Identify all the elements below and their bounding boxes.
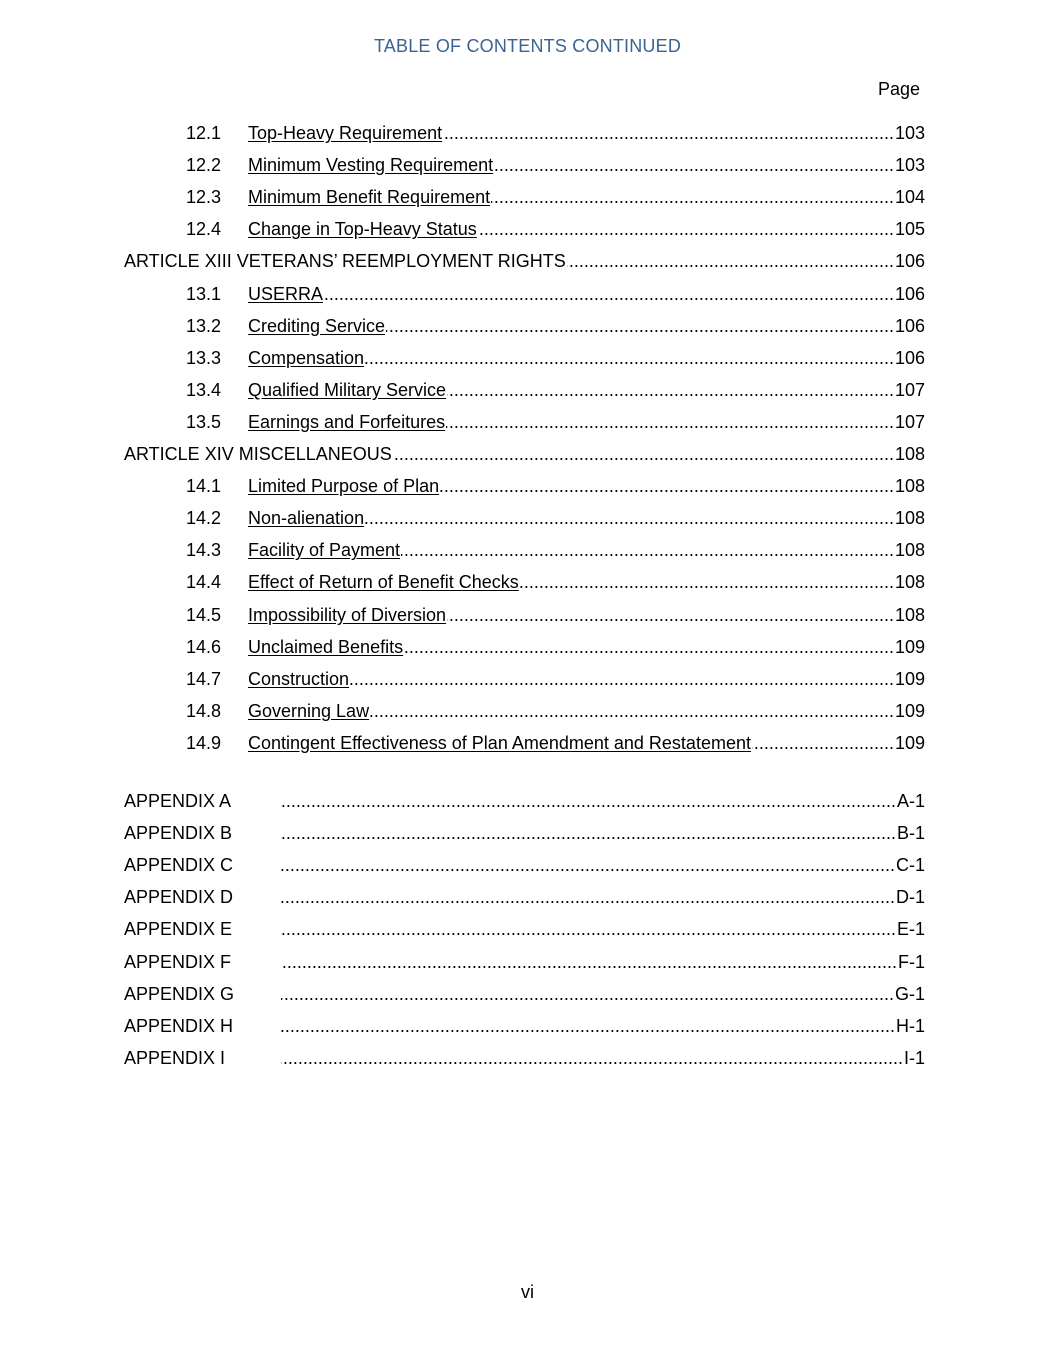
toc-section-row[interactable]: [186, 216, 925, 242]
toc-appendix-label: APPENDIX C: [124, 855, 234, 876]
toc-article-row[interactable]: [124, 441, 925, 467]
toc-page-number: H-1: [895, 1015, 925, 1036]
toc-page-number: 109: [894, 668, 925, 689]
toc-section-row[interactable]: [186, 730, 925, 756]
toc-section-number: 14.1: [186, 476, 222, 497]
toc-section-number: 14.8: [186, 700, 222, 721]
toc-appendix-row[interactable]: [124, 916, 925, 942]
toc-section-link[interactable]: Effect of Return of Benefit Checks: [248, 572, 519, 593]
toc-section-link[interactable]: Compensation: [248, 347, 365, 368]
toc-appendix-label: APPENDIX A: [124, 791, 232, 811]
toc-appendix-label: APPENDIX I: [124, 1047, 226, 1068]
toc-section-row[interactable]: [186, 473, 925, 499]
dot-leader: [520, 569, 894, 595]
toc-section-number: 14.5: [186, 604, 222, 625]
toc-section-row[interactable]: [186, 152, 925, 178]
toc-section-row[interactable]: [186, 602, 925, 628]
page-column-header: Page: [877, 79, 920, 99]
toc-appendix-row[interactable]: [124, 949, 925, 975]
toc-section-number: 14.7: [186, 668, 222, 689]
toc-article-title: ARTICLE XIII VETERANS’ REEMPLOYMENT RIGHTS: [124, 251, 566, 272]
toc-section-link[interactable]: Impossibility of Diversion: [248, 604, 447, 625]
toc-appendix-label: APPENDIX F: [124, 951, 232, 972]
toc-page-number: 108: [894, 572, 925, 593]
toc-page-number: G-1: [894, 983, 925, 1004]
dot-leader: [324, 281, 894, 307]
toc-page-number: 109: [894, 700, 925, 721]
toc-appendix-label: APPENDIX D: [124, 887, 234, 908]
toc-section-row[interactable]: [186, 377, 925, 403]
toc-section-row[interactable]: [186, 634, 925, 660]
page-title: TABLE OF CONTENTS CONTINUED: [373, 36, 682, 56]
toc-appendix-row[interactable]: [124, 788, 925, 814]
toc-page-number: 109: [894, 732, 925, 753]
dot-leader: [440, 473, 894, 499]
toc-section-link[interactable]: Construction: [248, 668, 350, 689]
toc-section-row[interactable]: [186, 537, 925, 563]
dot-leader: [281, 884, 895, 910]
dot-leader: [478, 216, 894, 242]
toc-appendix-label: APPENDIX E: [124, 919, 233, 940]
dot-leader: [365, 345, 894, 371]
toc-page-number: 106: [894, 251, 925, 272]
toc-appendix-row[interactable]: [124, 852, 925, 878]
toc-section-number: 13.5: [186, 411, 222, 432]
dot-leader: [386, 313, 894, 339]
toc-section-number: 13.4: [186, 379, 222, 400]
toc-section-link[interactable]: Qualified Military Service: [248, 379, 447, 400]
toc-section-row[interactable]: [186, 569, 925, 595]
toc-page-number: 103: [894, 155, 925, 176]
toc-section-number: 14.6: [186, 636, 222, 657]
toc-section-link[interactable]: Change in Top-Heavy Status: [248, 219, 477, 240]
toc-section-link[interactable]: Non-alienation: [248, 508, 365, 529]
toc-section-number: 14.3: [186, 540, 222, 561]
toc-section-link[interactable]: Earnings and Forfeitures: [248, 411, 446, 432]
dot-leader: [447, 377, 894, 403]
toc-page-number: 104: [894, 187, 925, 208]
dot-leader: [494, 152, 894, 178]
toc-section-link[interactable]: Unclaimed Benefits: [248, 636, 404, 657]
toc-page-number: 106: [894, 315, 925, 336]
toc-section-link[interactable]: Minimum Benefit Requirement: [248, 187, 491, 208]
toc-page-number: I-1: [903, 1047, 925, 1068]
toc-article-row[interactable]: [124, 248, 925, 274]
toc-section-number: 13.1: [186, 283, 222, 304]
toc-page-number: 108: [894, 540, 925, 561]
dot-leader: [446, 409, 894, 435]
toc-section-link[interactable]: USERRA: [248, 283, 324, 304]
toc-article-title: ARTICLE XIV MISCELLANEOUS: [124, 444, 392, 464]
toc-section-row[interactable]: [186, 698, 925, 724]
toc-appendix-label: APPENDIX B: [124, 823, 233, 844]
dot-leader: [281, 788, 896, 814]
toc-page-number: C-1: [895, 855, 925, 876]
toc-appendix-label: APPENDIX G: [124, 983, 235, 1004]
dot-leader: [281, 852, 895, 878]
toc-page-number: A-1: [896, 791, 925, 811]
toc-section-row[interactable]: [186, 120, 925, 146]
toc-appendix-row[interactable]: [124, 820, 925, 846]
page-number: vi: [521, 1282, 534, 1302]
dot-leader: [365, 505, 894, 531]
toc-page-number: 108: [894, 604, 925, 625]
toc-section-row[interactable]: [186, 313, 925, 339]
toc-section-row[interactable]: [186, 666, 925, 692]
toc-page-number: 108: [894, 476, 925, 497]
dot-leader: [393, 441, 894, 467]
toc-appendix-row[interactable]: [124, 1045, 925, 1071]
toc-page-number: 109: [894, 636, 925, 657]
dot-leader: [401, 537, 894, 563]
toc-section-row[interactable]: [186, 345, 925, 371]
toc-appendix-row[interactable]: [124, 981, 925, 1007]
dot-leader: [443, 120, 894, 146]
toc-page-number: 105: [894, 219, 925, 240]
toc-section-link[interactable]: Facility of Payment: [248, 540, 401, 561]
toc-section-link[interactable]: Contingent Effectiveness of Plan Amendment and Restatement: [248, 732, 751, 753]
dot-leader: [281, 916, 896, 942]
dot-leader: [404, 634, 894, 660]
toc-page-number: 106: [894, 283, 925, 304]
toc-page-number: 106: [894, 347, 925, 368]
toc-appendix-label: APPENDIX H: [124, 1015, 234, 1036]
dot-leader: [350, 666, 894, 692]
toc-section-number: 14.9: [186, 732, 222, 753]
toc-section-link[interactable]: Limited Purpose of Plan: [248, 476, 440, 497]
toc-page-number: B-1: [896, 823, 925, 844]
toc-section-number: 14.2: [186, 508, 222, 529]
toc-section-row[interactable]: [186, 409, 925, 435]
dot-leader: [447, 602, 894, 628]
dot-leader: [752, 730, 894, 756]
toc-section-number: 14.4: [186, 572, 222, 593]
toc-page-number: E-1: [896, 919, 925, 940]
toc-section-number: 12.1: [186, 123, 222, 143]
toc-section-number: 13.2: [186, 315, 222, 336]
toc-page-number: F-1: [898, 951, 925, 972]
dot-leader: [281, 820, 896, 846]
toc-section-row[interactable]: [186, 184, 925, 210]
toc-appendix-row[interactable]: [124, 884, 925, 910]
toc-section-link[interactable]: Minimum Vesting Requirement: [248, 155, 494, 176]
toc-section-row[interactable]: [186, 505, 925, 531]
toc-section-number: 13.3: [186, 347, 222, 368]
toc-section-number: 12.3: [186, 187, 222, 208]
dot-leader: [281, 1013, 895, 1039]
toc-appendix-row[interactable]: [124, 1013, 925, 1039]
dot-leader: [281, 981, 894, 1007]
toc-section-link[interactable]: Governing Law: [248, 700, 370, 721]
toc-section-row[interactable]: [186, 281, 925, 307]
toc-page-number: 107: [894, 379, 925, 400]
toc-section-link[interactable]: Top-Heavy Requirement: [248, 123, 443, 143]
toc-page-number: 103: [894, 123, 925, 143]
toc-section-number: 12.2: [186, 155, 222, 176]
toc-page-number: 108: [894, 508, 925, 529]
dot-leader: [491, 184, 894, 210]
dot-leader: [567, 248, 894, 274]
toc-page-number: 107: [894, 411, 925, 432]
dot-leader: [281, 1045, 903, 1071]
toc-section-link[interactable]: Crediting Service: [248, 315, 386, 336]
toc-page-number: D-1: [895, 887, 925, 908]
toc-section-number: 12.4: [186, 219, 222, 240]
toc-page-number: 108: [894, 444, 925, 464]
dot-leader: [370, 698, 894, 724]
dot-leader: [281, 949, 897, 975]
